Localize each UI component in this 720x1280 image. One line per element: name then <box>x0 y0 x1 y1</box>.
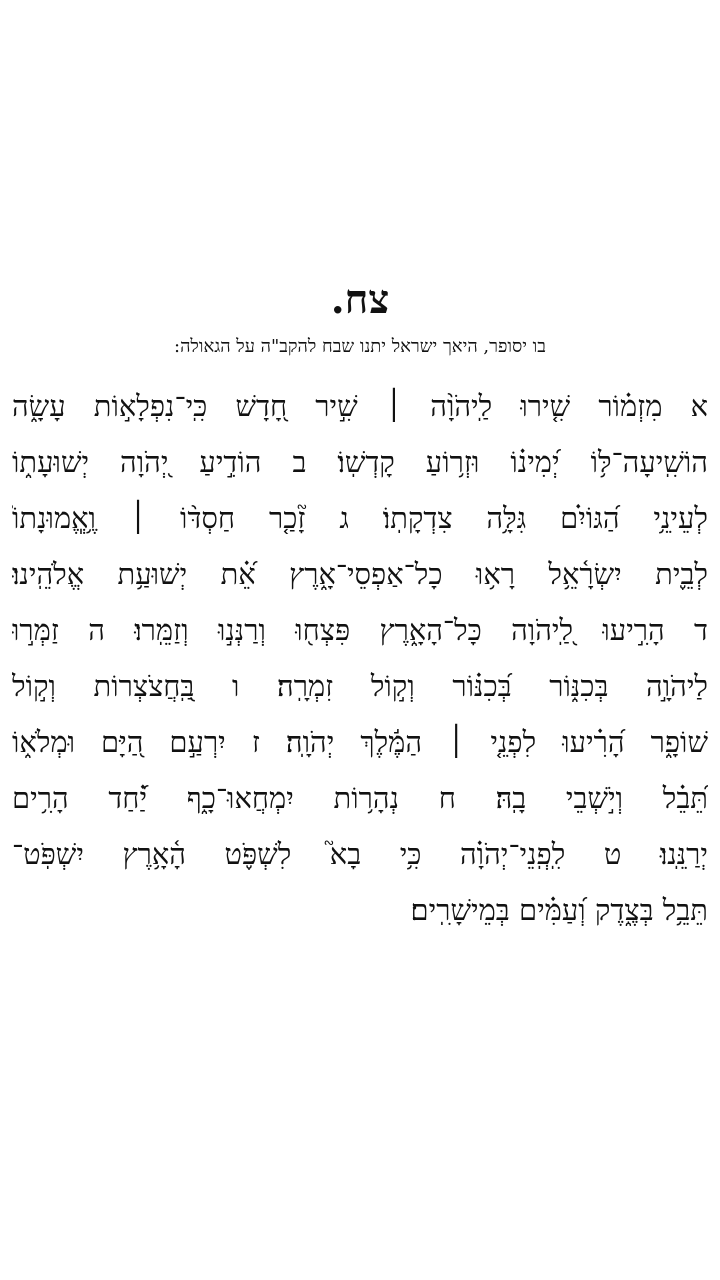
text-line: הוֹשִֽׁיעָה־לּ֥וֹ יְ֝מִינ֗וֹ וּזְר֥וֹעַ קָדְשֽׁוֹ׃ ב הוֹדִ֣יעַ יְ֭הֹוָה יְשׁוּעָת֑וֹ <box>12 445 708 479</box>
text-line: תֵּבֵ֥ל בְּצֶ֑דֶק וְ֝עַמִּ֗ים בְּמֵישָׁרִֽים׃ <box>410 893 708 927</box>
verse-text <box>12 378 708 938</box>
chapter-title: צח. <box>330 276 390 323</box>
chapter-subtitle: בו יסופר, היאך ישראל יתנו שבח להקב"ה על הגאולה: <box>174 336 546 357</box>
text-line: א מִזְמ֗וֹר שִׁ֤ירוּ לַֽיהֹוָ֨ה ׀ שִׁ֣יר חָ֭דָשׁ כִּֽי־נִפְלָא֣וֹת עָשָׂ֑ה <box>12 389 708 423</box>
text-line: לְעֵינֵ֥י הַ֝גּוֹיִ֗ם גִּלָּ֥ה צִדְקָתֽוֹ׃ ג זָ֘כַ֤ר חַסְדּ֨וֹ ׀ וֶ֥אֱֽמוּנָתוֹ֮ <box>12 501 708 535</box>
text-line: יְרַנֵּֽנוּ׃ ט לִֽפְֽנֵי־יְהֹוָ֗ה כִּ֥י בָא֮ לִשְׁפֹּ֢ט הָ֫אָ֥רֶץ יִשְׁפֹּֽט־ <box>12 837 708 871</box>
text-line: ד הָרִ֣יעוּ לַֽ֭יהֹוָה כָּל־הָאָ֑רֶץ פִּצְח֖וּ וְרַנְּנ֣וּ וְזַמֵּֽרוּ׃ ה זַמְּר֣וּ <box>12 613 708 647</box>
text-line: שׁוֹפָ֑ר הָ֝רִ֗יעוּ לִפְנֵ֤י ׀ הַמֶּ֬לֶךְ יְהֹוָֽה׃ ז יִרְעַ֣ם הַ֭יָּם וּמְלֹא֑וֹ <box>12 725 708 759</box>
text-line: לַיהֹוָ֣ה בְּכִנּ֑וֹר בְּ֝כִנּ֗וֹר וְק֣וֹל זִמְרָֽה׃ ו בַּֽ֭חֲצֹצְרוֹת וְק֣וֹל <box>12 669 708 703</box>
text-line: לְבֵ֪ית יִשְׂרָ֫אֵ֥ל רָא֥וּ כָל־אַפְסֵי־אָ֑רֶץ אֵ֝֗ת יְשׁוּעַ֥ת אֱלֹהֵֽינוּ׃ <box>12 557 708 591</box>
text-line: תֵּ֝בֵ֗ל וְיֹ֣שְׁבֵי בָֽהּ׃ ח נְהָר֥וֹת יִמְחֲאוּ־כָ֑ף יַ֝֗חַד הָרִ֥ים <box>12 781 708 815</box>
